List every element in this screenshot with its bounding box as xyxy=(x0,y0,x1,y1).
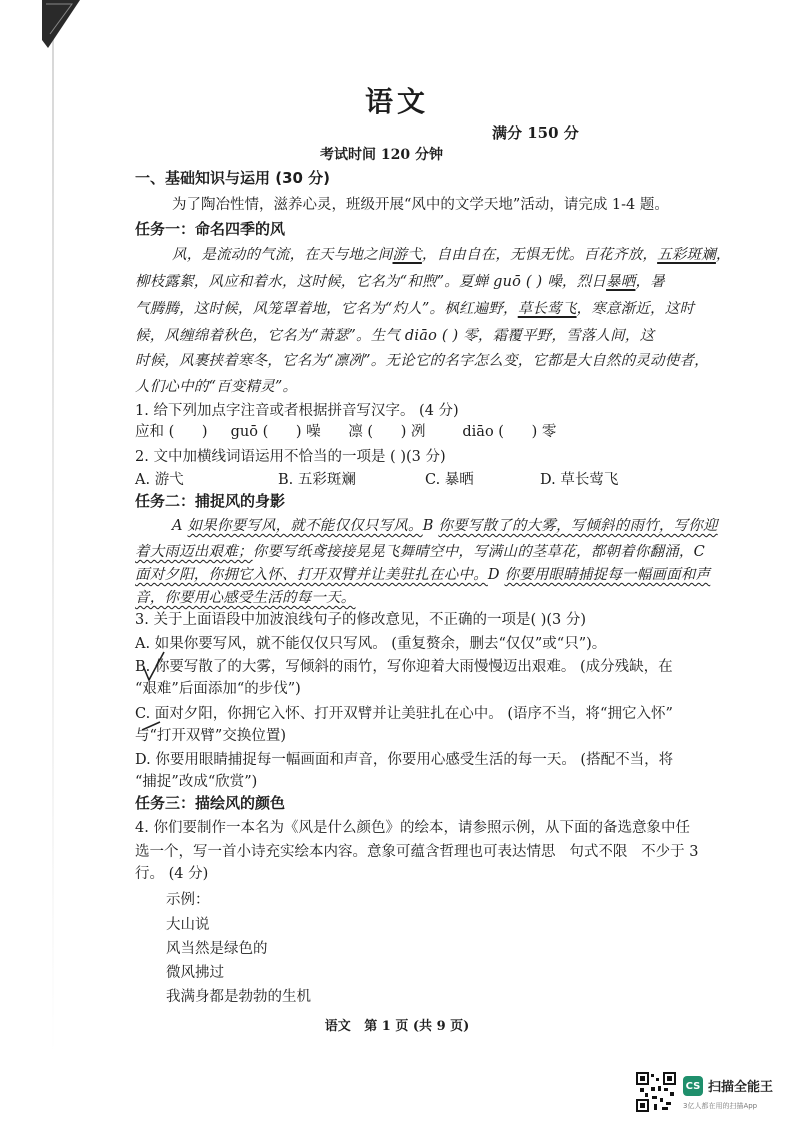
example-poem-line: 风当然是绿色的 xyxy=(166,941,268,957)
question-2-stem: 2. 文中加横线词语运用不恰当的一项是 ( )(3 分) xyxy=(135,449,446,465)
exam-time: 考试时间 120 分钟 xyxy=(320,147,443,163)
underlined-word: 草长莺飞 xyxy=(517,301,577,317)
question-1-stem: 1. 给下列加点字注音或者根据拼音写汉字。 (4 分) xyxy=(135,403,459,419)
pen-tick-mark xyxy=(138,646,168,686)
example-poem-line: 大山说 xyxy=(166,917,210,933)
wavy-sentence: 音，你要用心感受生活的每一天。 xyxy=(135,590,356,606)
question-3-option-a: A. 如果你要写风，就不能仅仅只写风。 (重复赘余，删去“仅仅”或“只”)。 xyxy=(135,636,607,652)
qr-code-icon xyxy=(636,1072,676,1112)
passage-line: 气腾腾，这时候，风笼罩着地，它名为“灼人”。枫红遍野，草长莺飞，寒意渐近，这时 xyxy=(135,301,695,317)
question-4-stem: 4. 你们要制作一本名为《风是什么颜色》的绘本，请参照示例，从下面的备选意象中任 xyxy=(135,820,690,836)
page-footer: 语文 第 1 页 (共 9 页) xyxy=(324,1019,470,1034)
question-1-items: 应和 ( ) guō ( ) 噪 凛 ( ) 冽 diāo ( ) 零 xyxy=(135,424,557,440)
section-heading: 一、基础知识与运用 (30 分) xyxy=(135,169,331,187)
underlined-word: 游弋 xyxy=(392,247,422,263)
question-3-stem: 3. 关于上面语段中加波浪线句子的修改意见，不正确的一项是( )(3 分) xyxy=(135,612,587,628)
question-3-option-c: C. 面对夕阳，你拥它入怀、打开双臂并让美驻扎在心中。 (语序不当，将“拥它入怀” xyxy=(135,706,673,722)
passage-line: 候，风缠绵着秋色，它名为“萧瑟”。生气 diāo ( ) 零，霜覆平野，雪落人间，这 xyxy=(135,328,655,344)
total-score: 满分 150 分 xyxy=(492,124,579,142)
example-label: 示例： xyxy=(166,892,210,908)
wavy-sentence: 你要用眼睛捕捉每一幅画面和声 xyxy=(504,567,711,583)
question-3-option-c-cont: 与“打开双臂”交换位置) xyxy=(135,728,286,744)
scanner-logo-icon: CS xyxy=(683,1076,703,1096)
passage-line: 着大雨迈出艰难；你要写纸鸢接接晃晃飞舞晴空中，写满山的茎草花，都朝着你翻涌，C xyxy=(135,544,705,560)
passage-line: 柳枝露絮，风应和着水，这时候，它名为“和煦”。夏蝉 guō ( ) 噪，烈日暴晒，暑 xyxy=(135,274,665,290)
task3-heading: 任务三：描绘风的颜色 xyxy=(135,794,286,812)
question-3-option-b-cont: “艰难”后面添加“的步伐”) xyxy=(135,681,301,697)
underlined-word: 暴晒 xyxy=(606,274,636,290)
scanner-app-name: 扫描全能王 xyxy=(708,1080,774,1095)
wavy-sentence: 如果你要写风，就不能仅仅只写风。 xyxy=(187,518,423,534)
question-3-option-d: D. 你要用眼睛捕捉每一幅画面和声音，你要用心感受生活的每一天。 (搭配不当，将 xyxy=(135,752,674,768)
question-2-option-c: C. 暴晒 xyxy=(425,472,474,488)
wavy-sentence: 你要写散了的大雾，写倾斜的雨竹，写你迎 xyxy=(438,518,718,534)
question-3-option-d-cont: “捕捉”改成“欣赏”) xyxy=(135,774,258,790)
question-2-option-d: D. 草长莺飞 xyxy=(540,472,619,488)
passage-line xyxy=(135,586,356,607)
example-poem-line: 微风拂过 xyxy=(166,965,224,981)
section-intro: 为了陶冶性情，滋养心灵，班级开展“风中的文学天地”活动，请完成 1-4 题。 xyxy=(172,197,669,213)
question-4-stem-cont: 选一个，写一首小诗充实绘本内容。意象可蕴含哲理也可表达情思 句式不限 不少于 3 xyxy=(135,844,699,860)
pen-stroke-mark xyxy=(140,718,164,734)
task2-heading: 任务二：捕捉风的身影 xyxy=(135,492,286,510)
underlined-word: 五彩斑斓 xyxy=(657,247,716,263)
passage-line: 人们心中的“百变精灵”。 xyxy=(135,379,298,395)
passage-line: 时候，风裹挟着寒冬，它名为“凛冽”。无论它的名字怎么变，它都是大自然的灵动使者， xyxy=(135,353,709,369)
example-poem-line: 我满身都是勃勃的生机 xyxy=(166,989,311,1005)
passage-line: 风，是流动的气流，在天与地之间游弋，自由自在，无惧无忧。百花齐放，五彩斑斓， xyxy=(172,247,731,263)
question-3-option-b: B. 你要写散了的大雾，写倾斜的雨竹，写你迎着大雨慢慢迈出艰难。 (成分残缺，在 xyxy=(135,659,673,675)
task1-heading: 任务一：命名四季的风 xyxy=(135,220,286,238)
wavy-sentence: 着大雨迈出艰难； xyxy=(135,544,253,560)
question-2-option-a: A. 游弋 xyxy=(135,472,184,488)
scanner-tagline: 3亿人都在用的扫描App xyxy=(683,1102,758,1110)
page-title: 语文 xyxy=(364,85,429,118)
passage-line: A 如果你要写风，就不能仅仅只写风。B 你要写散了的大雾，写倾斜的雨竹，写你迎 xyxy=(172,518,718,534)
passage-line: 面对夕阳，你拥它入怀、打开双臂并让美驻扎在心中。D 你要用眼睛捕捉每一幅画面和声 xyxy=(135,567,711,583)
wavy-sentence: 面对夕阳，你拥它入怀、打开双臂并让美驻扎在心中。 xyxy=(135,567,488,583)
question-4-stem-end: 行。 (4 分) xyxy=(135,866,209,882)
question-2-option-b: B. 五彩斑斓 xyxy=(278,472,356,488)
